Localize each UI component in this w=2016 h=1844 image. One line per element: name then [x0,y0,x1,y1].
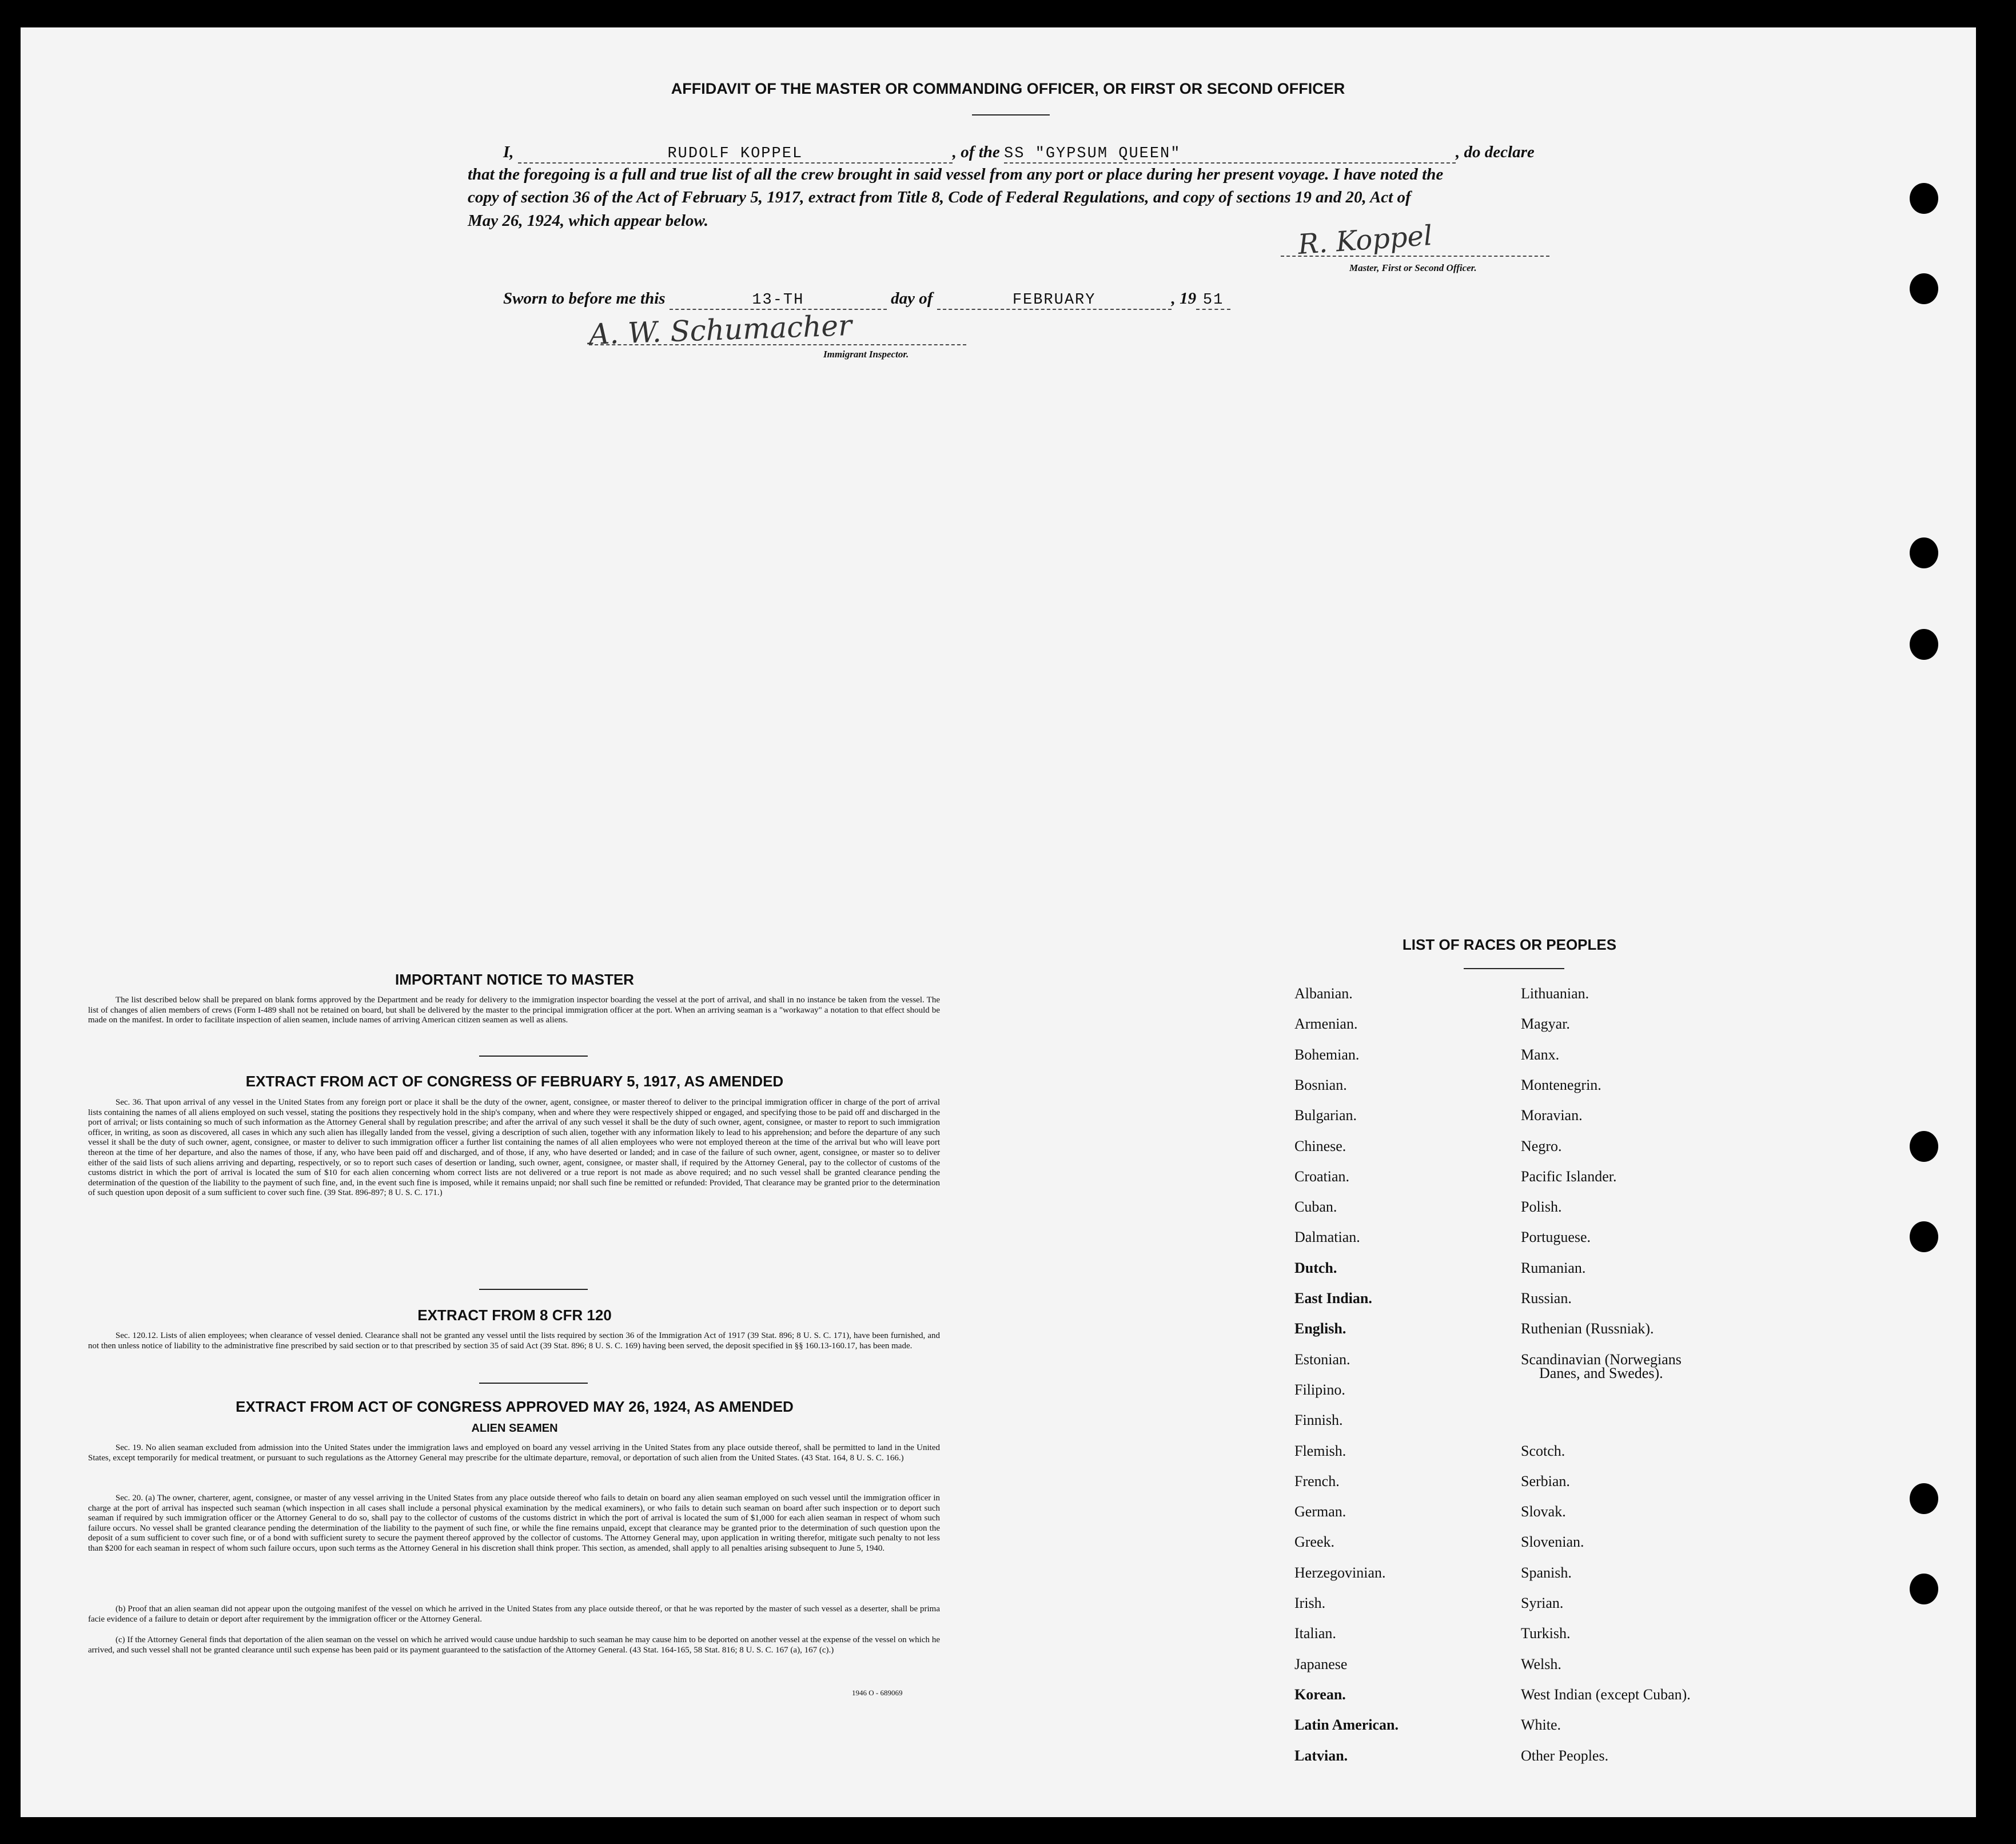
race-item: White. [1521,1716,1561,1733]
race-item: Manx. [1521,1046,1560,1063]
extract1-body: Sec. 36. That upon arrival of any vessel in the United States from any foreign port or place it shall be the duty of the owner, agent, consignee, or master thereof to deliver to the principal immigration officer in charge of the port of arrival lists containing the names of all aliens employed on such vessel, stating the positions they respectively hold in the ship's company, when and where they were respectively shipped or engaged, and specifying those to be paid off and discharged in the port of arrival; or lists containing so much of such information as the Attorney General shall by regulation prescribe; and after the arrival of any such vessel it shall be the duty of such owner, agent, consignee, or master to report to such immigration officer, in writing, as soon as discovered, all cases in which any such alien has illegally landed from the vessel, giving a description of such alien, together with any information likely to lead to his apprehension; and before the departure of any such vessel it shall be the duty of such owner, agent, consignee, or master to deliver to such immigration officer a further list containing the names of all alien employees who were not employed thereon at the time of the arrival but who will leave port thereon at the time of her departure, and also the names of those, if any, who have been paid off and discharged, and of those, if any, who have deserted or landed; and in case of the failure of such owner, agent, consignee, or master so to deliver either of the said lists of such aliens arriving and departing, respectively, or so to report such cases of desertion or landing, such owner, agent, consignee, or master shall, if required by the Attorney General, pay to the collector of customs of the customs district in which the port of arrival is located the sum of $10 for each alien concerning whom correct lists are not delivered or a true report is not made as above required; and no such vessel shall be granted clearance pending the determination of the question of the liability to the payment of such fine, and, in the event such fine is imposed, while it remains unpaid; nor shall such fine be remitted or refunded: Provided, That clearance may be granted prior to the determination of such question upon deposit of a sum sufficient to cover such fine. (39 Stat. 896-897; 8 U. S. C. 171.) [88,1098,940,1198]
race-item: Ruthenian (Russniak). [1521,1320,1654,1337]
race-item: Russian. [1521,1290,1572,1307]
race-item: Armenian. [1294,1015,1358,1032]
race-item: Syrian. [1521,1595,1564,1611]
extract2-title: EXTRACT FROM 8 CFR 120 [417,1307,612,1324]
extract3-title: EXTRACT FROM ACT OF CONGRESS APPROVED MAY 26, 1924, AS AMENDED [236,1398,794,1415]
race-item: Rumanian. [1521,1260,1586,1276]
inspector-caption: Immigrant Inspector. [823,349,909,360]
race-item: Serbian. [1521,1473,1570,1489]
affidavit-title: AFFIDAVIT OF THE MASTER OR COMMANDING OFFICER, OR FIRST OR SECOND OFFICER [671,80,1345,97]
race-item: Latin American. [1294,1716,1399,1733]
inspector-signature: A. W. Schumacher [588,308,852,352]
title-underline [972,114,1050,116]
race-item: Portuguese. [1521,1229,1591,1245]
race-item: Estonian. [1294,1351,1350,1368]
print-code: 1946 O - 689069 [852,1688,903,1697]
punch-hole [1910,273,1938,304]
extract3-para3: (b) Proof that an alien seaman did not appear upon the outgoing manifest of the vessel on which he arrived in the United States from any place outside thereof, or that he was reported by the master of such vessel as a deserter, shall be prima facie evidence of a failure to detain or deport after requirement by the immigration officer or the Attorney General. [88,1604,940,1624]
race-item: Cuban. [1294,1198,1337,1215]
sworn-year-field: 51 [1196,292,1230,310]
sworn-day-field: 13-TH [670,292,887,310]
extract3-para4: (c) If the Attorney General finds that deportation of the alien seaman on the vessel on which he arrived would cause undue hardship to such seaman he may cause him to be deported on another vessel at the expense of the vessel on which he arrived, and such vessel shall not be granted clearance until such expense has been paid or its payment guaranteed to the satisfaction of the Attorney General. (43 Stat. 164-165, 58 Stat. 816; 8 U. S. C. 167 (a), 167 (c).) [88,1635,940,1655]
punch-hole [1910,537,1938,568]
race-item: Slovenian. [1521,1534,1584,1550]
races-title: LIST OF RACES OR PEOPLES [1402,936,1617,953]
scan-top-edge [0,0,2016,6]
race-item: Irish. [1294,1595,1326,1611]
declaration-line-3: copy of section 36 of the Act of February 5, 1917, extract from Title 8, Code of Federal Regulations, and copy of sections 19 and 20, Act of [468,188,1411,206]
extract3-para1: Sec. 19. No alien seaman excluded from admission into the United States under the immigration laws and employed on board any vessel arriving in the United States from any place outside thereof, shall be permitted to land in the United States, except temporarily for medical treatment, or pursuant to such regulations as the Attorney General may prescribe for the ultimate departure, removal, or deportation of such alien from the United States. (43 Stat. 164, 8 U. S. C. 166.) [88,1443,940,1463]
do-declare-label: , do declare [1456,143,1535,161]
punch-hole [1910,183,1938,214]
master-signature: R. Koppel [1297,219,1434,261]
extract1-title: EXTRACT FROM ACT OF CONGRESS OF FEBRUARY 5, 1917, AS AMENDED [245,1073,784,1090]
divider-2 [479,1289,588,1290]
race-item: Slovak. [1521,1503,1566,1520]
race-item: Magyar. [1521,1015,1570,1032]
race-item: Welsh. [1521,1656,1561,1672]
i-label: I, [503,143,514,161]
extract3-subtitle: ALIEN SEAMEN [471,1422,558,1435]
of-the-label: , of the [952,143,1000,161]
race-item: Bohemian. [1294,1046,1360,1063]
punch-hole [1910,629,1938,660]
race-item: Dutch. [1294,1260,1337,1276]
punch-hole [1910,1574,1938,1604]
declaration-line-2: that the foregoing is a full and true list of all the crew brought in said vessel from any port or place during her present voyage. I have noted the [468,165,1444,184]
race-item: Spanish. [1521,1564,1572,1581]
extract3-para2: Sec. 20. (a) The owner, charterer, agent, consignee, or master of any vessel arriving in the United States from any place outside thereof who fails to detain on board any alien seaman employed on such vessel until the immigration officer in charge at the port of arrival has inspected such seaman (which inspection in all cases shall include a personal physical examination by the medical examiners), or who fails to detain such seaman on board after such inspection or to deport such seaman if required by such immigration officer or the Attorney General to do so, shall pay to the collector of customs of the customs district in which the port of arrival is located the sum of $1,000 for each alien seaman in respect of whom such failure occurs. No vessel shall be granted clearance pending the determination of the liability to the payment of such fine, or while the fine remains unpaid, except that clearance may be granted prior to the determination of such question upon the deposit of a sum sufficient to cover such fine, or of a bond with sufficient surety to secure the payment thereof approved by the collector of customs. The Attorney General may, upon application in writing therefor, mitigate such penalty to not less than $200 for each seaman in respect of whom such failure occurs, upon such terms as the Attorney General in his discretion shall think proper. This section, as amended, shall apply to all penalties arising subsequent to June 5, 1940. [88,1493,940,1553]
year-prefix: , 19 [1171,289,1197,308]
race-item: Latvian. [1294,1747,1348,1764]
race-item: Lithuanian. [1521,985,1589,1002]
race-item: Korean. [1294,1686,1346,1703]
race-item: Bosnian. [1294,1077,1347,1093]
race-item: Japanese [1294,1656,1348,1672]
race-item: West Indian (except Cuban). [1521,1686,1691,1703]
master-caption: Master, First or Second Officer. [1349,262,1477,273]
inspector-signature-line [589,343,966,345]
race-item: Flemish. [1294,1443,1346,1459]
race-item: Herzegovinian. [1294,1564,1386,1581]
race-item: English. [1294,1320,1346,1337]
vessel-name-field: SS "GYPSUM QUEEN" [1004,145,1456,164]
notice-title: IMPORTANT NOTICE TO MASTER [395,971,634,988]
punch-hole [1910,1483,1938,1514]
sworn-month-field: FEBRUARY [937,292,1172,310]
extract2-body: Sec. 120.12. Lists of alien employees; when clearance of vessel denied. Clearance shall not be granted any vessel until the lists required by section 36 of the Immigration Act of 1917 (39 Stat. 896; 8 U. S. C. 171), have been furnished, and not then unless notice of liability to the administrative fine prescribed by said section or to that prescribed by section 35 of said Act (39 Stat. 896; 8 U. S. C. 169) having been served, the deposit specified in §§ 160.13-160.17, has been made. [88,1331,940,1351]
race-item: German. [1294,1503,1346,1520]
race-item: Pacific Islander. [1521,1168,1617,1185]
race-item: Chinese. [1294,1138,1346,1154]
race-item: East Indian. [1294,1290,1372,1307]
race-item: Dalmatian. [1294,1229,1360,1245]
race-item: Filipino. [1294,1381,1345,1398]
race-item: Italian. [1294,1625,1336,1642]
race-item: Polish. [1521,1198,1562,1215]
punch-hole [1910,1221,1938,1252]
day-of-label: day of [891,289,933,308]
declaration-line-1 [503,143,1535,164]
race-item: Montenegrin. [1521,1077,1601,1093]
declaration-line-4: May 26, 1924, which appear below. [468,212,709,230]
races-title-underline [1464,968,1564,969]
race-item: Finnish. [1294,1412,1343,1428]
race-item: Turkish. [1521,1625,1571,1642]
race-item: Albanian. [1294,985,1353,1002]
race-item: Greek. [1294,1534,1335,1550]
sworn-label: Sworn to before me this [503,289,666,308]
race-item: Negro. [1521,1138,1562,1154]
notice-body: The list described below shall be prepared on blank forms approved by the Department and be ready for delivery to the immigration inspector boarding the vessel at the port of arrival, and shall in no instance be taken from the vessel. The list of changes of alien members of crews (Form I-489 shall not be retained on board, but shall be delivered by the master to the principal immigration officer at the port. When an arriving seaman is a "workaway" a notation to that effect should be made on the manifest. In order to facilitate inspection of alien seamen, include names of arriving American citizen seamen as well as aliens. [88,995,940,1025]
race-item: Bulgarian. [1294,1107,1357,1124]
divider-1 [479,1056,588,1057]
race-item: French. [1294,1473,1340,1489]
master-signature-line [1281,254,1549,257]
race-item: Croatian. [1294,1168,1350,1185]
divider-3 [479,1383,588,1384]
punch-hole [1910,1131,1938,1162]
master-name-field: RUDOLF KOPPEL [518,145,953,164]
race-item: Scandinavian (Norwegians [1521,1351,1682,1368]
sworn-line [503,289,1230,310]
race-item: Danes, and Swedes). [1539,1365,1663,1381]
race-item: Other Peoples. [1521,1747,1609,1764]
race-item: Scotch. [1521,1443,1565,1459]
race-item: Moravian. [1521,1107,1583,1124]
